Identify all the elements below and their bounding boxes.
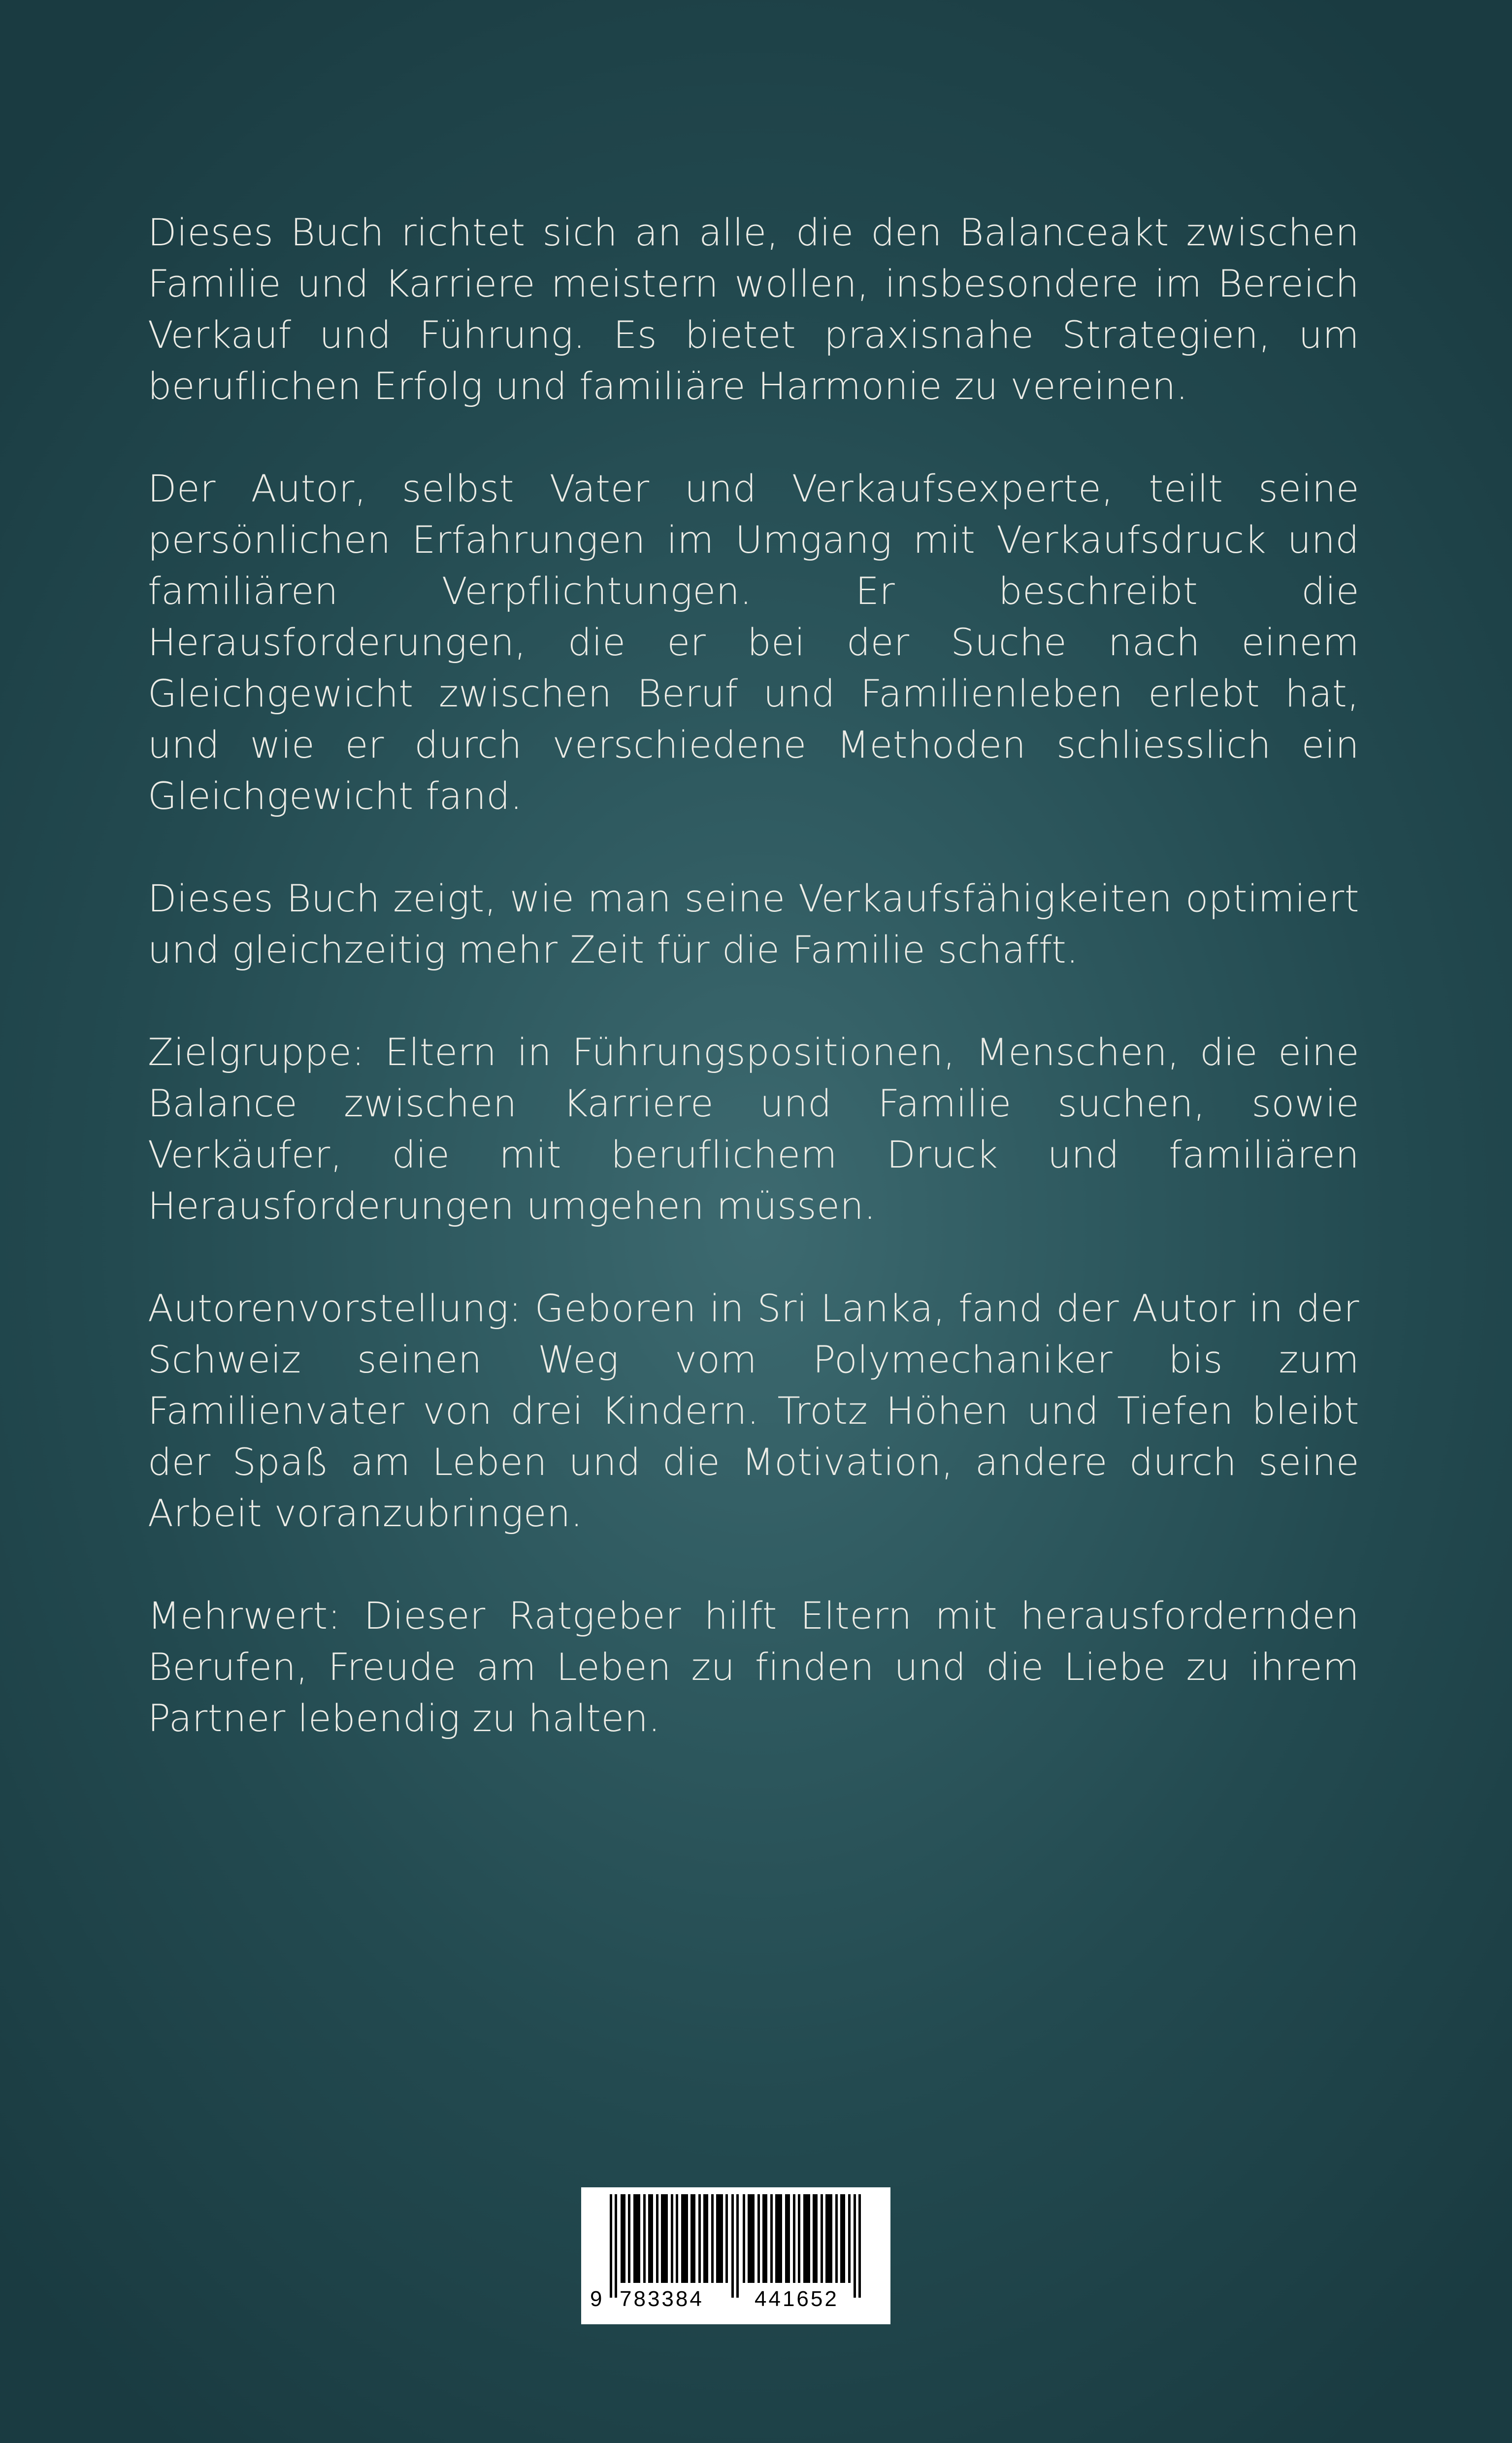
paragraph-author-experience: Der Autor, selbst Vater und Verkaufsexperte, teilt seine persönlichen Erfahrungen im Umgang mit Verkaufsdruck und familiären Verpflichtungen. Er beschreibt die Herausforderungen, die er bei der Suche nach einem Gleichgewicht zwischen Beruf und Familienleben erlebt hat, und wie er durch verschiedene Methoden schliesslich ein Gleichgewicht fand. <box>148 467 1359 818</box>
paragraph-intro: Dieses Buch richtet sich an alle, die den Balanceakt zwischen Familie und Karriere meistern wollen, insbesondere im Bereich Verkauf und Führung. Es bietet praxisnahe Strategien, um beruflichen Erfolg und familiäre Harmonie zu vereinen. <box>148 210 1359 408</box>
paragraph-added-value: Mehrwert: Dieser Ratgeber hilft Eltern mit herausfordernden Berufen, Freude am Leben zu finden und die Liebe zu ihrem Partner lebendig zu halten. <box>148 1594 1359 1740</box>
isbn-barcode <box>581 2187 890 2324</box>
paragraph-book-summary: Dieses Buch zeigt, wie man seine Verkaufsfähigkeiten optimiert und gleichzeitig mehr Zeit für die Familie schafft. <box>148 876 1359 971</box>
paragraph-author-introduction: Autorenvorstellung: Geboren in Sri Lanka, fand der Autor in der Schweiz seinen Weg vom Polymechaniker bis zum Familienvater von drei Kindern. Trotz Höhen und Tiefen bleibt der Spaß am Leben und die Motivation, andere durch seine Arbeit voranzubringen. <box>148 1286 1359 1535</box>
blurb-text <box>148 207 1359 1795</box>
barcode-first-digit: 9 <box>590 2287 604 2311</box>
barcode-right-digits: 441652 <box>755 2287 839 2311</box>
paragraph-target-group: Zielgruppe: Eltern in Führungspositionen, Menschen, die eine Balance zwischen Karriere und Familie suchen, sowie Verkäufer, die mit beruflichem Druck und familiären Herausforderungen umgehen müssen. <box>148 1030 1359 1228</box>
barcode-left-digits: 783384 <box>620 2287 704 2311</box>
